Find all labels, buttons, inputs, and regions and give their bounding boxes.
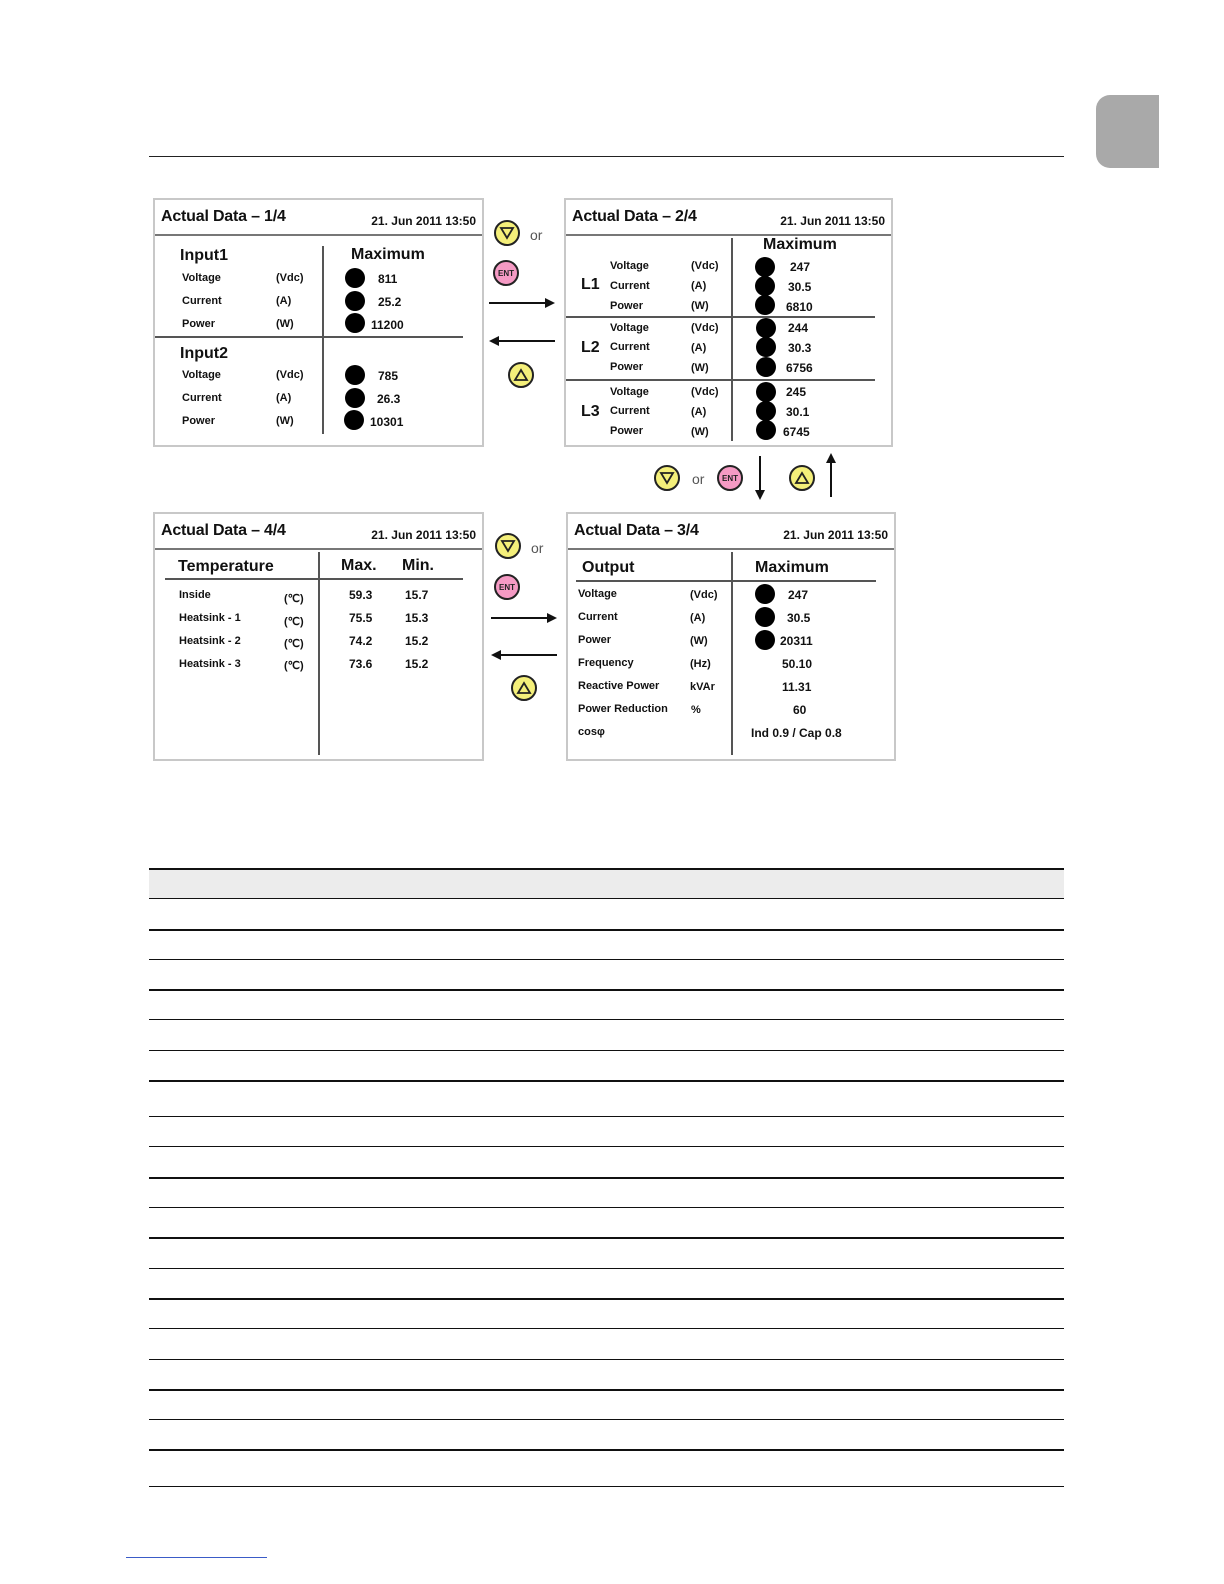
row-max: 59.3 <box>349 588 373 602</box>
table-rule <box>149 1268 1064 1269</box>
footer-link-underline[interactable] <box>126 1557 267 1558</box>
value-bullet <box>345 268 365 288</box>
row-unit: (Vdc) <box>276 369 304 381</box>
row-label: Power <box>610 361 644 373</box>
enter-label: ENT <box>498 268 514 278</box>
row-label: Voltage <box>182 272 221 284</box>
down-button[interactable] <box>494 220 520 246</box>
row-unit: (Vdc) <box>276 272 304 284</box>
value-bullet <box>755 630 775 650</box>
row-value: 247 <box>788 588 809 602</box>
screen-title: Actual Data – 4/4 <box>161 522 286 539</box>
row-unit: (Vdc) <box>691 260 719 272</box>
row-value: 20311 <box>780 634 813 648</box>
screen-actual-data-1 <box>153 198 484 447</box>
row-label: Voltage <box>610 386 649 398</box>
row-label: Inside <box>179 589 211 601</box>
value-bullet <box>345 313 365 333</box>
row-unit: (Vdc) <box>691 322 719 334</box>
value-bullet <box>755 584 775 604</box>
row-max: 75.5 <box>349 611 373 625</box>
table-rule <box>149 1328 1064 1329</box>
row-label: Heatsink - 2 <box>179 635 241 647</box>
arrow-left-icon <box>487 334 557 348</box>
row-label: Current <box>610 341 650 353</box>
section-title: Temperature <box>178 558 274 575</box>
triangle-up-icon <box>513 368 529 382</box>
row-label: Current <box>610 280 650 292</box>
header-divider <box>576 580 876 582</box>
screen-header <box>566 200 891 236</box>
row-value: 30.1 <box>786 405 810 419</box>
row-unit: (Vdc) <box>691 386 719 398</box>
group-name: L3 <box>581 403 600 420</box>
row-min: 15.3 <box>405 611 429 625</box>
table-rule <box>149 1449 1064 1451</box>
or-label: or <box>530 227 543 243</box>
column-divider <box>731 552 733 755</box>
group-name: L2 <box>581 339 600 356</box>
value-bullet <box>756 337 776 357</box>
row-label: Voltage <box>610 260 649 272</box>
row-label: Current <box>182 392 222 404</box>
or-label: or <box>692 471 705 487</box>
row-min: 15.2 <box>405 657 429 671</box>
row-value: 785 <box>378 369 399 383</box>
screen-title: Actual Data – 3/4 <box>574 522 699 539</box>
screen-header <box>155 200 482 236</box>
table-rule <box>149 1050 1064 1051</box>
value-bullet <box>756 382 776 402</box>
row-value: 30.3 <box>788 341 812 355</box>
value-bullet <box>756 318 776 338</box>
table-rule <box>149 898 1064 899</box>
row-label: cosφ <box>578 726 605 738</box>
row-label: Power <box>610 300 644 312</box>
row-label: Power <box>182 415 216 427</box>
row-label: Heatsink - 3 <box>179 658 241 670</box>
row-value: 25.2 <box>378 295 402 309</box>
screen-title: Actual Data – 2/4 <box>572 208 697 225</box>
row-value: 60 <box>793 703 807 717</box>
header-rule <box>149 156 1064 157</box>
group-divider <box>566 316 875 318</box>
enter-button[interactable] <box>717 465 743 491</box>
enter-label: ENT <box>499 582 515 592</box>
value-bullet <box>345 365 365 385</box>
triangle-down-icon <box>659 471 675 485</box>
table-rule <box>149 1116 1064 1117</box>
row-value: 811 <box>378 272 398 286</box>
row-value: 244 <box>788 321 809 335</box>
row-unit: (Vdc) <box>690 589 718 601</box>
row-unit: (℃) <box>284 660 304 672</box>
screen-date: 21. Jun 2011 13:50 <box>780 214 885 228</box>
col-header-maximum: Maximum <box>755 559 829 576</box>
row-label: Power Reduction <box>578 703 668 715</box>
row-min: 15.7 <box>405 588 429 602</box>
row-max: 73.6 <box>349 657 373 671</box>
column-divider <box>318 552 320 755</box>
row-value: 26.3 <box>377 392 401 406</box>
value-bullet <box>755 276 775 296</box>
row-unit: (A) <box>691 280 707 292</box>
table-rule <box>149 1419 1064 1420</box>
row-min: 15.2 <box>405 634 429 648</box>
screen-header <box>155 514 482 550</box>
row-label: Current <box>610 405 650 417</box>
triangle-down-icon <box>500 539 516 553</box>
arrow-right-icon <box>487 296 557 310</box>
value-bullet <box>756 357 776 377</box>
row-unit: (A) <box>276 392 292 404</box>
screen-actual-data-2 <box>564 198 893 447</box>
group-name: Input1 <box>180 247 228 264</box>
value-bullet <box>344 410 364 430</box>
triangle-down-icon <box>499 226 515 240</box>
enter-button[interactable] <box>493 260 519 286</box>
up-button[interactable] <box>508 362 534 388</box>
row-unit: (A) <box>691 406 707 418</box>
group-divider <box>155 336 463 338</box>
screen-date: 21. Jun 2011 13:50 <box>371 528 476 542</box>
screen-date: 21. Jun 2011 13:50 <box>371 214 476 228</box>
table-rule <box>149 959 1064 960</box>
row-label: Current <box>182 295 222 307</box>
group-name: L1 <box>581 276 600 293</box>
row-label: Voltage <box>182 369 221 381</box>
table-rule <box>149 1237 1064 1239</box>
row-value: 6745 <box>783 425 810 439</box>
triangle-up-icon <box>794 471 810 485</box>
row-unit: (W) <box>691 426 709 438</box>
table-rule <box>149 1486 1064 1487</box>
row-value: 30.5 <box>788 280 812 294</box>
row-value: 11200 <box>371 318 404 332</box>
group-divider <box>566 379 875 381</box>
table-header-row <box>149 869 1064 899</box>
row-max: 74.2 <box>349 634 373 648</box>
enter-button[interactable] <box>494 574 520 600</box>
row-value: 11.31 <box>782 680 812 694</box>
row-label: Voltage <box>610 322 649 334</box>
up-button[interactable] <box>789 465 815 491</box>
column-divider <box>731 238 733 441</box>
col-header-max: Max. <box>341 557 377 574</box>
value-bullet <box>755 607 775 627</box>
table-rule <box>149 868 1064 870</box>
value-bullet <box>345 388 365 408</box>
row-value: 245 <box>786 385 807 399</box>
row-unit: (℃) <box>284 616 304 628</box>
row-unit: kVAr <box>690 681 715 693</box>
screen-actual-data-3 <box>566 512 896 761</box>
section-title: Output <box>582 559 635 576</box>
arrow-right-icon <box>489 611 559 625</box>
table-rule <box>149 1019 1064 1020</box>
table-rule <box>149 929 1064 931</box>
row-unit: (A) <box>691 342 707 354</box>
row-label: Voltage <box>578 588 617 600</box>
value-bullet <box>756 420 776 440</box>
header-divider <box>165 578 463 580</box>
row-label: Current <box>578 611 618 623</box>
column-divider <box>322 246 324 434</box>
row-unit: (A) <box>276 295 292 307</box>
screen-date: 21. Jun 2011 13:50 <box>783 528 888 542</box>
or-label: or <box>531 540 544 556</box>
row-value: 247 <box>790 260 811 274</box>
row-label: Heatsink - 1 <box>179 612 241 624</box>
row-unit: (℃) <box>284 638 304 650</box>
screen-actual-data-4 <box>153 512 484 761</box>
group-name: Input2 <box>180 345 228 362</box>
value-bullet <box>345 291 365 311</box>
row-unit: (W) <box>691 362 709 374</box>
triangle-up-icon <box>516 681 532 695</box>
screen-header <box>568 514 894 550</box>
row-unit: (W) <box>276 318 294 330</box>
col-header-min: Min. <box>402 557 434 574</box>
row-label: Power <box>578 634 612 646</box>
value-bullet <box>756 401 776 421</box>
row-value: Ind 0.9 / Cap 0.8 <box>751 726 842 740</box>
table-rule <box>149 1389 1064 1391</box>
down-button[interactable] <box>495 533 521 559</box>
screen-title: Actual Data – 1/4 <box>161 208 286 225</box>
row-label: Power <box>182 318 216 330</box>
row-unit: % <box>691 704 701 716</box>
row-unit: (W) <box>691 300 709 312</box>
row-unit: (W) <box>276 415 294 427</box>
table-rule <box>149 1080 1064 1082</box>
row-label: Frequency <box>578 657 634 669</box>
table-rule <box>149 1359 1064 1360</box>
table-rule <box>149 1298 1064 1300</box>
row-value: 10301 <box>370 415 404 429</box>
row-unit: (A) <box>690 612 706 624</box>
row-value: 30.5 <box>787 611 811 625</box>
down-button[interactable] <box>654 465 680 491</box>
chapter-tab-marker <box>1096 95 1159 168</box>
row-value: 6756 <box>786 361 813 375</box>
row-unit: (Hz) <box>690 658 711 670</box>
col-header-maximum: Maximum <box>351 246 425 263</box>
table-rule <box>149 1177 1064 1179</box>
row-unit: (℃) <box>284 593 304 605</box>
row-unit: (W) <box>690 635 708 647</box>
arrow-left-icon <box>489 648 559 662</box>
enter-label: ENT <box>722 473 738 483</box>
value-bullet <box>755 295 775 315</box>
col-header-maximum: Maximum <box>763 236 837 253</box>
row-label: Reactive Power <box>578 680 660 692</box>
row-label: Power <box>610 425 644 437</box>
table-rule <box>149 989 1064 991</box>
table-rule <box>149 1207 1064 1208</box>
arrow-up-icon <box>824 451 838 499</box>
row-value: 50.10 <box>782 657 813 671</box>
value-bullet <box>755 257 775 277</box>
up-button[interactable] <box>511 675 537 701</box>
table-rule <box>149 1146 1064 1147</box>
row-value: 6810 <box>786 300 813 314</box>
arrow-down-icon <box>753 454 767 502</box>
